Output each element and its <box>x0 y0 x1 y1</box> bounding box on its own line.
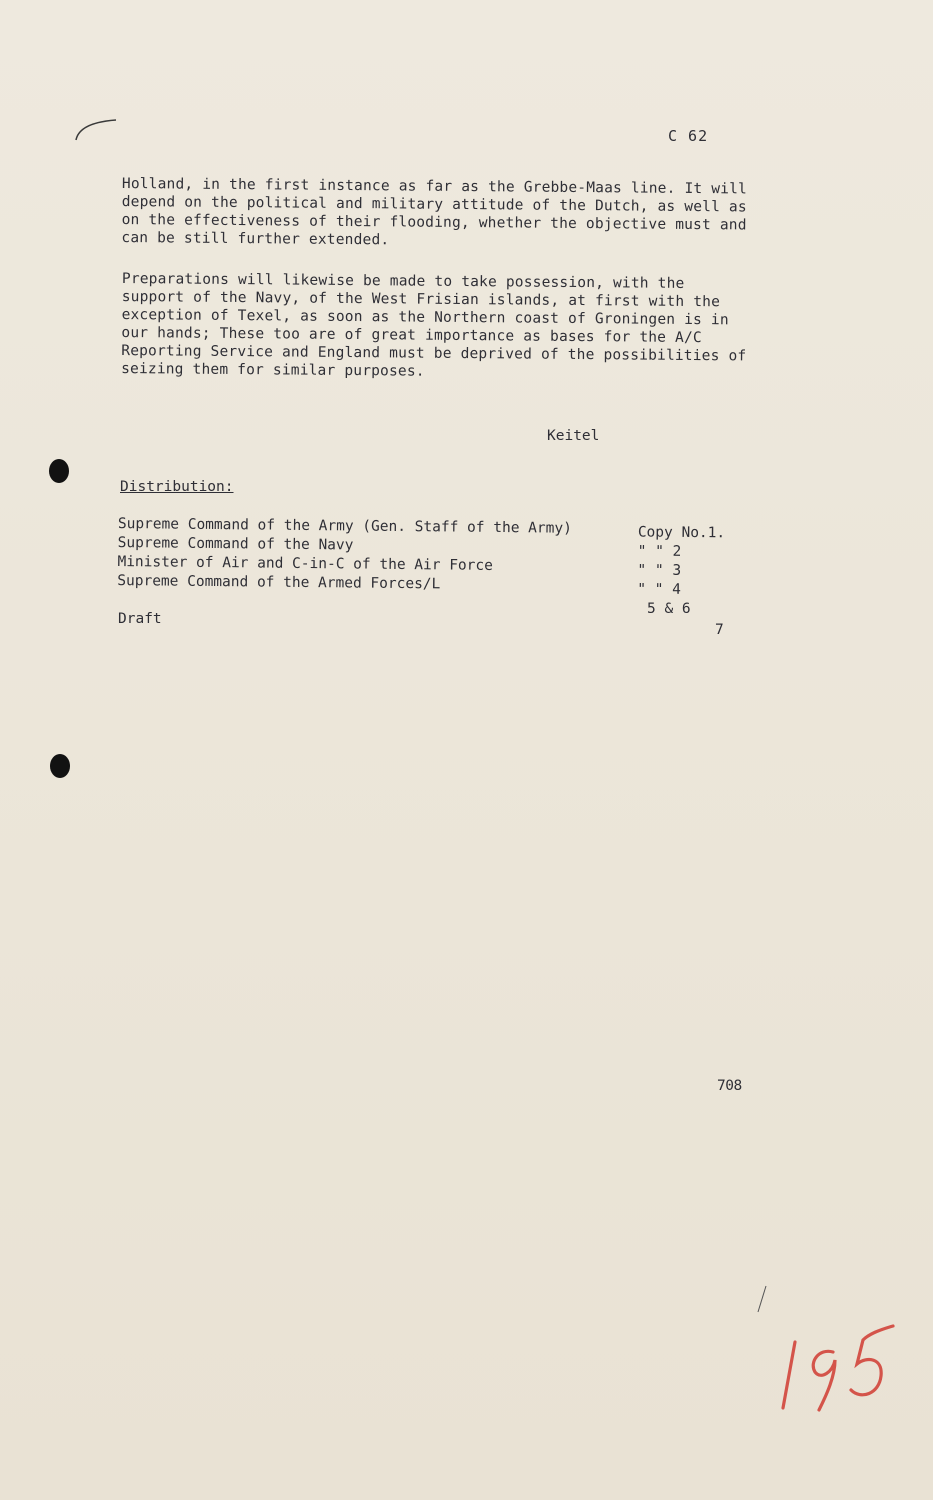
page-number: 708 <box>717 1078 742 1094</box>
punch-hole <box>50 754 70 778</box>
punch-hole <box>49 459 69 483</box>
distribution-copy: " " 3 <box>637 562 682 579</box>
paragraph-1: Holland, in the first instance as far as the Grebbe-Maas line. It will depend on the political and military attitude of the Dutch, as well as on the effectiveness of their flooding, whether the objective must and can be still further extended. <box>121 175 748 249</box>
distribution-recipient: Minister of Air and C-in-C of the Air Force <box>117 553 493 574</box>
distribution-heading: Distribution: <box>120 479 234 495</box>
distribution-copy: Copy No.1. <box>637 524 726 542</box>
pencil-tick <box>752 1284 772 1314</box>
distribution-copy: " " 4 <box>637 581 681 598</box>
signature: Keitel <box>547 428 600 444</box>
extra-copy-numbers: 5 & 6 <box>647 601 691 617</box>
distribution-recipient: Supreme Command of the Armed Forces/L <box>117 572 441 593</box>
distribution-copy: " " 2 <box>637 543 682 560</box>
draft-label: Draft <box>118 611 162 627</box>
handwritten-folio-number <box>775 1320 905 1415</box>
paragraph-2: Preparations will likewise be made to take possession, with the support of the Navy, of the West Frisian islands, at first with the exception of Texel, as soon as the Northern coast of Groningen is in our hands; These too are of great importance as bases for the A/C Reporting Service and England must be deprived of the possibilities of seizing them for similar purposes. <box>121 270 747 380</box>
document-reference: C 62 <box>668 127 709 145</box>
extra-copy-numbers: 7 <box>715 622 724 638</box>
distribution-recipient: Supreme Command of the Army (Gen. Staff of the Army) <box>117 516 572 537</box>
distribution-list <box>117 516 758 599</box>
distribution-recipient: Supreme Command of the Navy <box>117 534 354 554</box>
pencil-mark <box>68 110 128 150</box>
